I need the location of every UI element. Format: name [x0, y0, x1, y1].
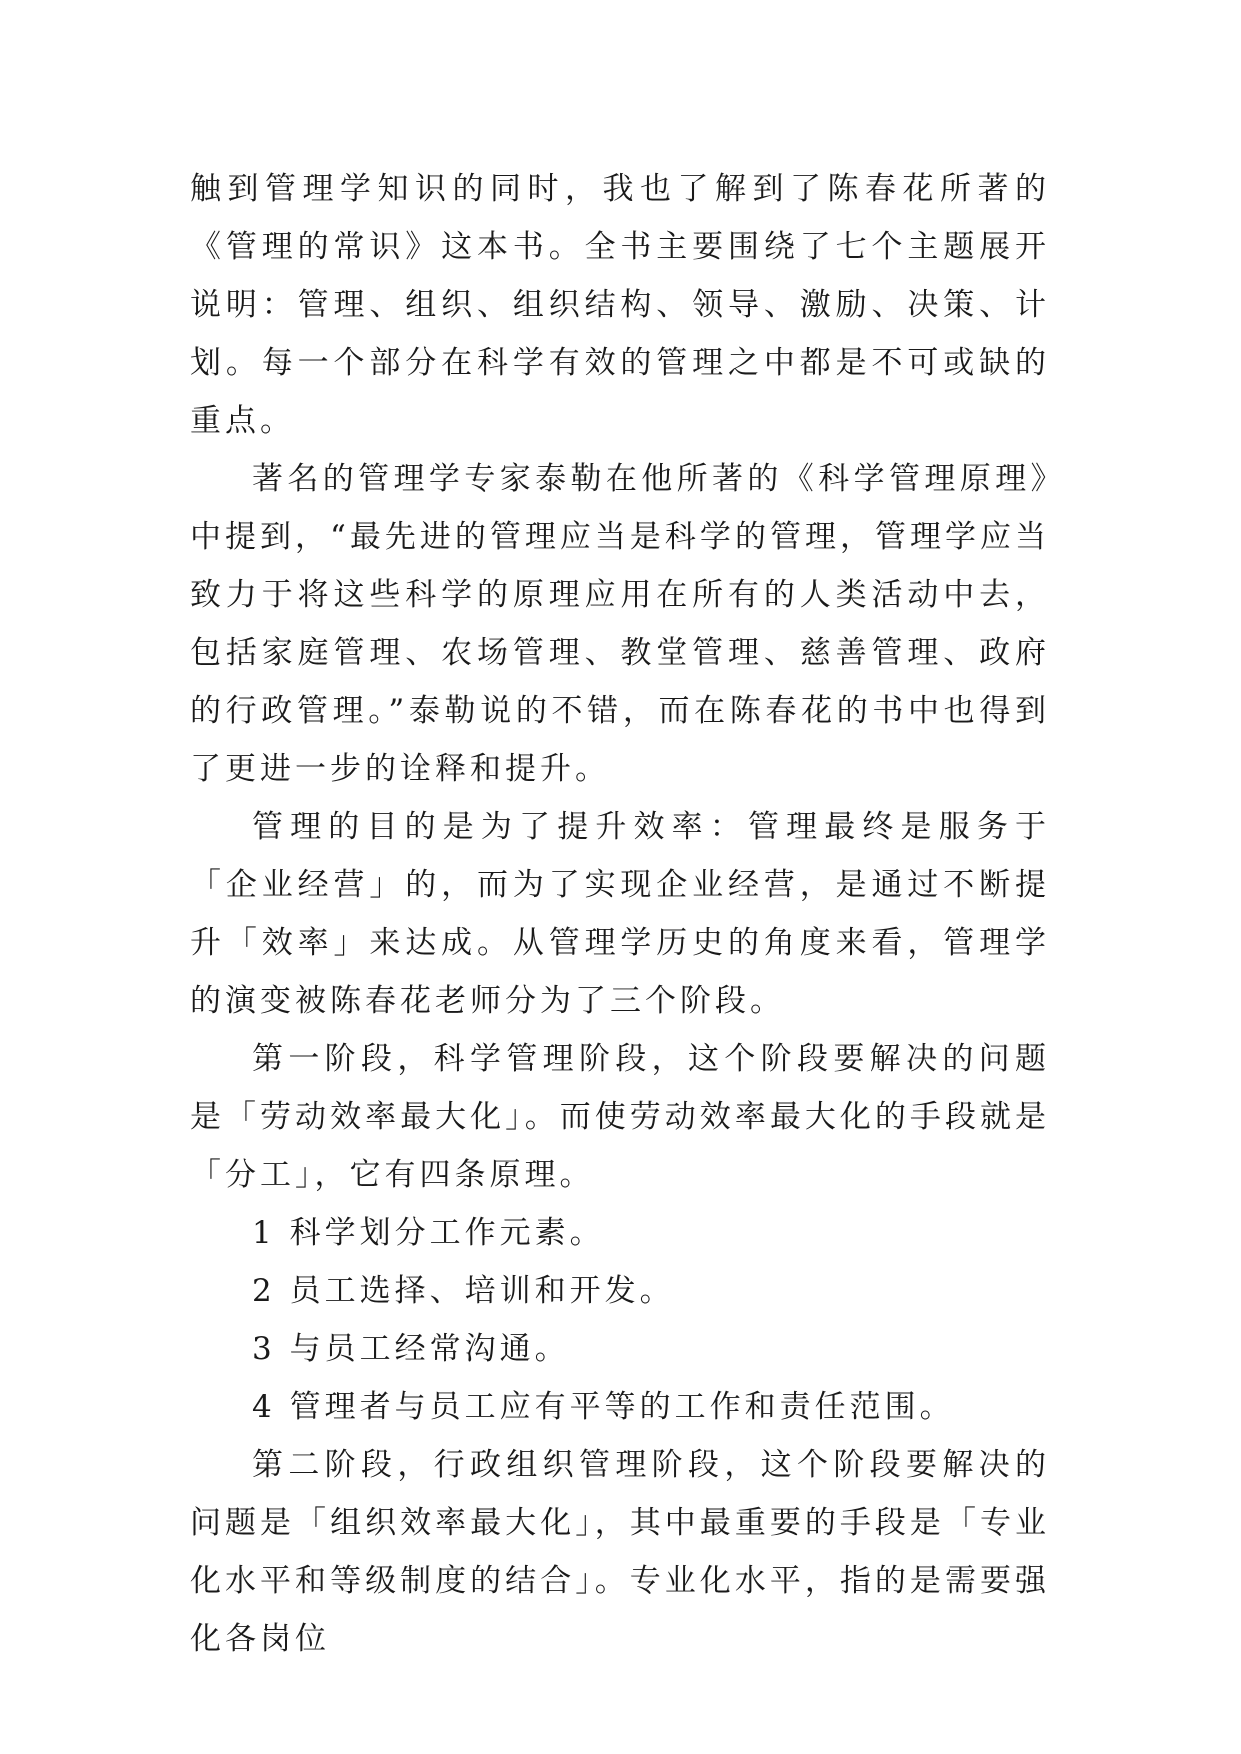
body-text [190, 160, 1050, 1668]
paragraph-stage-one: 第一阶段，科学管理阶段，这个阶段要解决的问题是「劳动效率最大化」。而使劳动效率最大化的手段就是「分工」，它有四条原理。 [190, 1041, 1050, 1193]
paragraph-stage-two: 第二阶段，行政组织管理阶段，这个阶段要解决的问题是「组织效率最大化」，其中最重要的手段是「专业化水平和等级制度的结合」。专业化水平，指的是需要强化各岗位 [190, 1447, 1050, 1657]
paragraph-taylor-quote: 著名的管理学专家泰勒在他所著的《科学管理原理》中提到，“最先进的管理应当是科学的管理，管理学应当致力于将这些科学的原理应用在所有的人类活动中去，包括家庭管理、农场管理、教堂管理、慈善管理、政府的行政管理。”泰勒说的不错，而在陈春花的书中也得到了更进一步的诠释和提升。 [190, 461, 1050, 787]
list-item-principle-3: 3 与员工经常沟通。 [252, 1331, 570, 1367]
list-item-principle-4: 4 管理者与员工应有平等的工作和责任范围。 [252, 1389, 955, 1425]
list-item-principle-2: 2 员工选择、培训和开发。 [252, 1273, 675, 1309]
paragraph-continued-intro: 触到管理学知识的同时，我也了解到了陈春花所著的《管理的常识》这本书。全书主要围绕了七个主题展开说明：管理、组织、组织结构、领导、激励、决策、计划。每一个部分在科学有效的管理之中都是不可或缺的重点。 [190, 171, 1050, 439]
paragraph-management-purpose: 管理的目的是为了提升效率：管理最终是服务于「企业经营」的，而为了实现企业经营，是通过不断提升「效率」来达成。从管理学历史的角度来看，管理学的演变被陈春花老师分为了三个阶段。 [190, 809, 1050, 1019]
list-item-principle-1: 1 科学划分工作元素。 [252, 1215, 605, 1251]
